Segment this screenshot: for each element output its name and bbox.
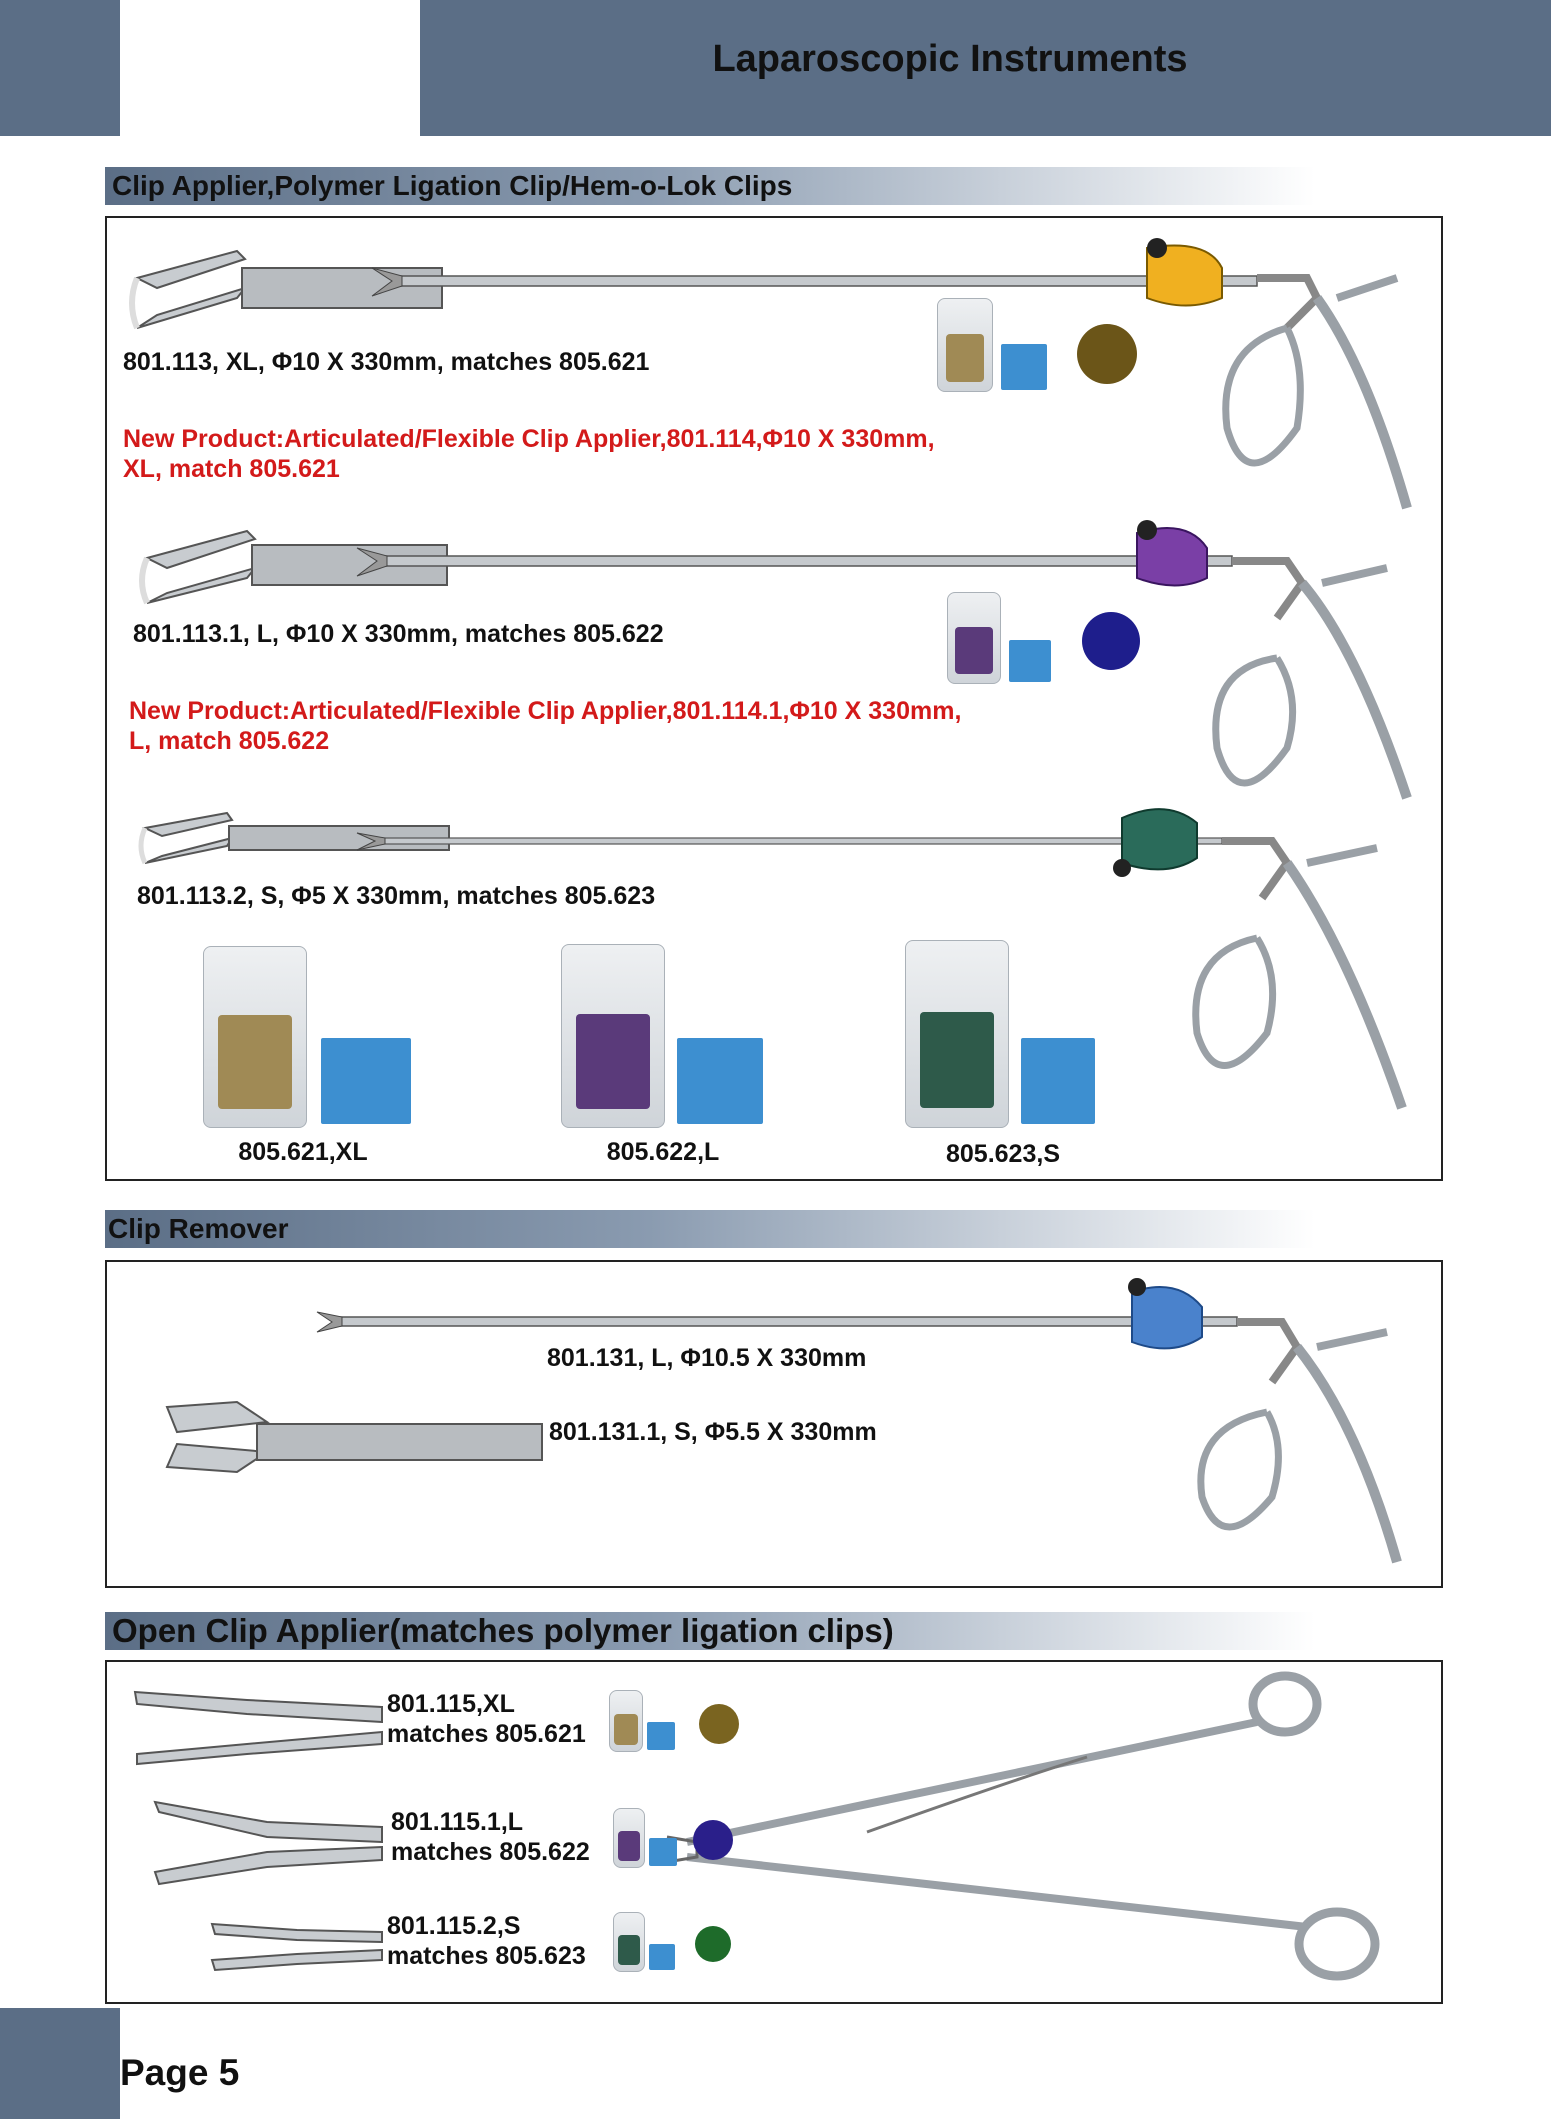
clip-package-s xyxy=(905,940,1009,1128)
product-caption-s: 801.113.2, S, Φ5 X 330mm, matches 805.623 xyxy=(137,882,656,910)
clip-s-icon xyxy=(1021,1038,1095,1124)
instrument-l xyxy=(357,520,1407,798)
new-product-xl-line1: New Product:Articulated/Flexible Clip Applier,801.114,Φ10 X 330mm, xyxy=(123,425,935,453)
jaw-closeup-l xyxy=(142,531,447,603)
handle-knob-s xyxy=(1122,809,1197,869)
open-jaw-l xyxy=(155,1802,382,1884)
package-label-s: 805.623,S xyxy=(946,1140,1060,1168)
open-applier-code-s: 801.115.2,S xyxy=(387,1912,521,1940)
clip-check-icon xyxy=(649,1944,675,1970)
open-applier-match-s: matches 805.623 xyxy=(387,1942,586,1970)
xl-check-badge-icon xyxy=(1077,324,1137,384)
jaw-closeup-xl xyxy=(132,251,442,328)
small-pack-s xyxy=(613,1912,645,1972)
package-label-l: 805.622,L xyxy=(606,1138,720,1166)
section-title-clip-remover: Clip Remover xyxy=(108,1213,289,1244)
l-check-badge-icon xyxy=(1082,612,1140,670)
open-applier-code-l: 801.115.1,L xyxy=(391,1808,524,1836)
remover-spec-l: 801.131, L, Φ10.5 X 330mm xyxy=(547,1344,867,1372)
new-product-l-line1: New Product:Articulated/Flexible Clip Applier,801.114.1,Φ10 X 330mm, xyxy=(129,697,962,725)
new-product-xl-line2: XL, match 805.621 xyxy=(123,455,340,483)
clip-xl-icon xyxy=(321,1038,411,1124)
remover-jaw-closeup xyxy=(167,1402,542,1472)
clip-check-icon xyxy=(647,1722,675,1750)
clip-remover-panel xyxy=(105,1260,1443,1588)
open-jaw-s xyxy=(212,1924,382,1970)
instrument-s xyxy=(357,809,1402,1108)
remover-handle-knob xyxy=(1132,1287,1202,1348)
small-pack-xl xyxy=(609,1690,643,1752)
xl-round-badge-icon xyxy=(699,1704,739,1744)
product-caption-l: 801.113.1, L, Φ10 X 330mm, matches 805.622 xyxy=(133,620,664,648)
clip-l-icon xyxy=(677,1038,763,1124)
section-title-open-clip-applier: Open Clip Applier(matches polymer ligation clips) xyxy=(112,1612,894,1649)
open-clip-applier-panel xyxy=(105,1660,1443,2004)
header-logo-area xyxy=(120,0,420,136)
clip-package-l xyxy=(561,944,665,1128)
page-number: Page 5 xyxy=(120,2052,240,2093)
remover-spec-s: 801.131.1, S, Φ5.5 X 330mm xyxy=(549,1418,877,1446)
new-product-l-line2: L, match 805.622 xyxy=(129,727,330,755)
page-title: Laparoscopic Instruments xyxy=(712,38,1188,80)
open-clip-applier-illustrations xyxy=(107,1662,1441,2002)
clip-package-xl xyxy=(203,946,307,1128)
open-applier-match-l: matches 805.622 xyxy=(391,1838,590,1866)
clip-applier-panel xyxy=(105,216,1443,1181)
package-label-xl: 805.621,XL xyxy=(238,1138,368,1166)
s-round-badge-icon xyxy=(695,1926,731,1962)
open-clip-applier-instrument xyxy=(667,1676,1375,1976)
footer-band xyxy=(0,2008,120,2119)
clip-check-icon xyxy=(1009,640,1051,682)
open-applier-code-xl: 801.115,XL xyxy=(387,1690,515,1718)
section-title-clip-applier: Clip Applier,Polymer Ligation Clip/Hem-o-Lok Clips xyxy=(112,170,793,201)
small-pack-l xyxy=(613,1808,645,1868)
clip-pack-core xyxy=(946,334,985,382)
clip-check-icon xyxy=(649,1838,677,1866)
clip-check-icon xyxy=(1001,344,1047,390)
open-jaw-xl xyxy=(135,1692,382,1764)
l-round-badge-icon xyxy=(693,1820,733,1860)
open-applier-match-xl: matches 805.621 xyxy=(387,1720,586,1748)
clip-pack-small-xl xyxy=(937,298,993,392)
product-caption-xl: 801.113, XL, Φ10 X 330mm, matches 805.621 xyxy=(123,348,650,376)
clip-pack-small-l xyxy=(947,592,1001,684)
